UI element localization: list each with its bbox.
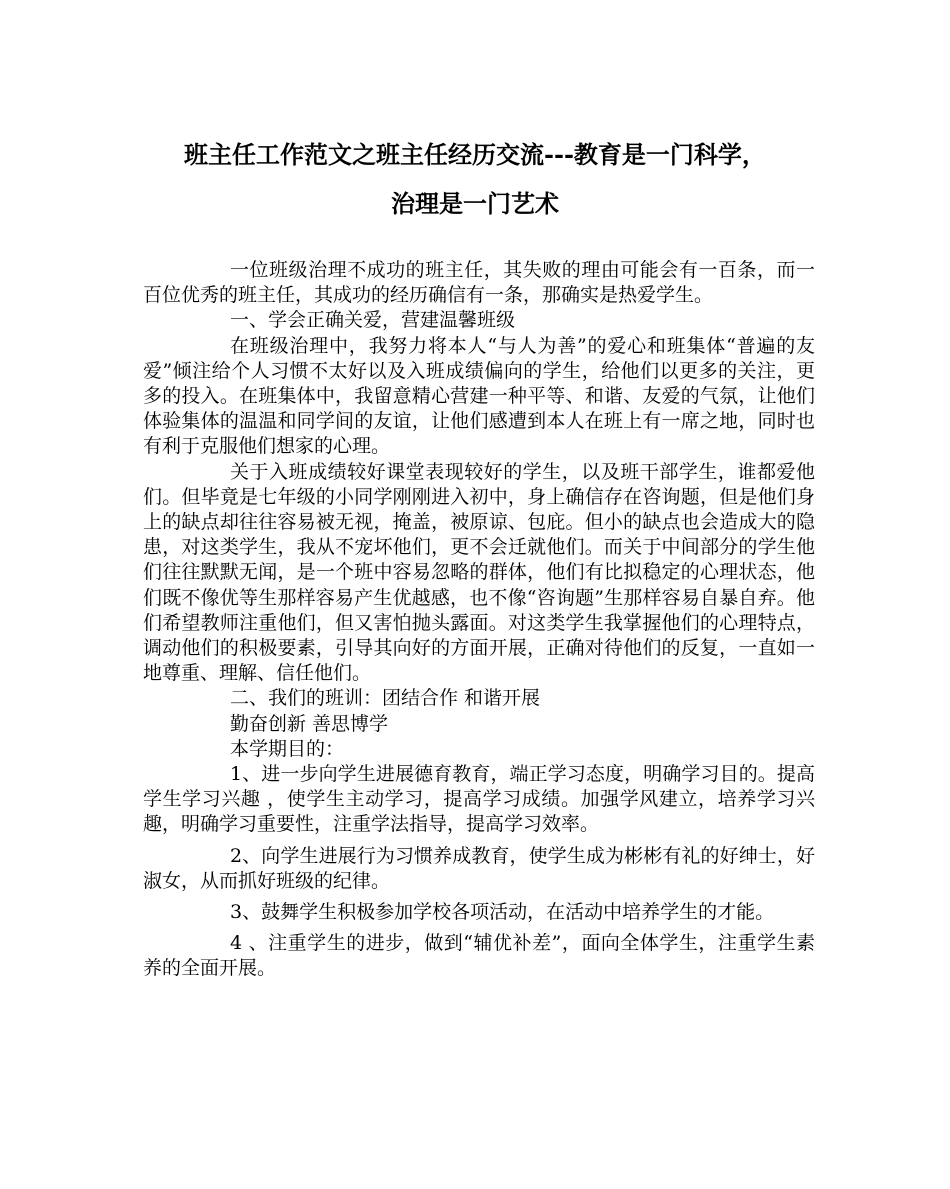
title-line-1: 班主任工作范文之班主任经历交流---教育是一门科学， [184,140,766,169]
class-motto-line: 勤奋创新 善思博学 [230,712,389,735]
title-line-2: 治理是一门艺术 [391,189,559,218]
goal-item-1: 1、进一步向学生进展德育教育，端正学习态度，明确学习目的。提高学生学习兴趣 ，使学生主动学习，提高学习成绩。加强学风建立，培养学习兴趣，明确学习重要性，注重学法指导，提高学习效率。 [143,763,815,836]
goal-item-3: 3、鼓舞学生积极参加学校各项活动，在活动中培养学生的才能。 [230,901,775,924]
document-title [120,130,830,228]
section-heading-2: 二、我们的班训：团结合作 和谐开展 [230,687,541,710]
goals-heading: 本学期目的： [230,737,345,760]
paragraph: 关于入班成绩较好课堂表现较好的学生，以及班干部学生，谁都爱他们。但毕竟是七年级的小同学刚刚进入初中，身上确信存在咨询题，但是他们身上的缺点却往往容易被无视，掩盖，被原谅、包庇。但小的缺点也会造成大的隐患，对这类学生，我从不宠坏他们，更不会迁就他们。而关于中间部分的学生他们往往默默无闻，是一个班中容易忽略的群体，他们有比拟稳定的心理状态，他们既不像优等生那样容易产生优越感，也不像“咨询题”生那样容易自暴自弃。他们希望教师注重他们，但又害怕抛头露面。对这类学生我掌握他们的心理特点，调动他们的积极要素，引导其向好的方面开展，正确对待他们的反复，一直如一地尊重、理解、信任他们。 [143,460,815,685]
document-body [143,258,815,982]
paragraph: 在班级治理中，我努力将本人“与人为善”的爱心和班集体“普遍的友爱”倾注给个人习惯不太好以及入班成绩偏向的学生，给他们以更多的关注，更多的投入。在班集体中，我留意精心营建一种平等、和谐、友爱的气氛，让他们体验集体的温温和同学间的友谊，让他们感遭到本人在班上有一席之地，同时也有利于克服他们想家的心理。 [143,334,815,458]
goal-item-4: 4 、注重学生的进步，做到“辅优补差”，面向全体学生，注重学生素养的全面开展。 [143,932,815,980]
paragraph-intro: 一位班级治理不成功的班主任，其失败的理由可能会有一百条，而一百位优秀的班主任，其成功的经历确信有一条，那确实是热爱学生。 [143,259,815,307]
goal-item-2: 2、向学生进展行为习惯养成教育，使学生成为彬彬有礼的好绅士，好淑女，从而抓好班级的纪律。 [143,844,815,892]
section-heading-1: 一、学会正确关爱，营建温馨班级 [230,309,516,332]
